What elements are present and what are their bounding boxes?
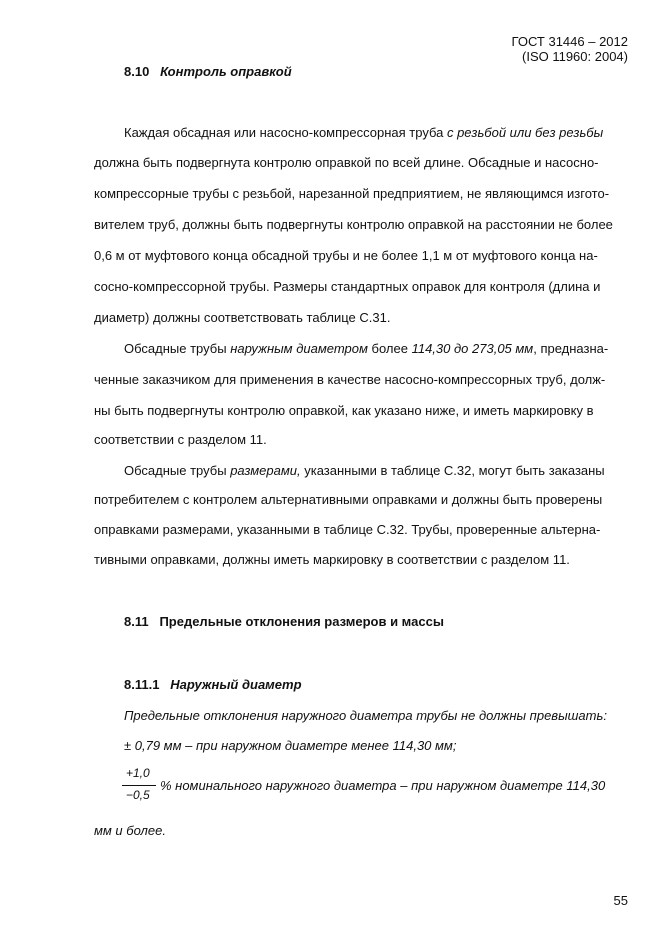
page-number: 55 <box>613 893 628 908</box>
paragraph-line <box>124 463 605 478</box>
header-standard: ГОСТ 31446 – 2012 <box>511 34 628 49</box>
italic-span: наружным диаметром <box>230 341 368 356</box>
text-span: Каждая обсадная или насосно-компрессорная труба <box>124 125 447 140</box>
paragraph-line: 0,6 м от муфтового конца обсадной трубы и не более 1,1 м от муфтового конца на- <box>94 248 598 263</box>
paragraph-line: тивными оправками, должны иметь маркировку в соответствии с разделом 11. <box>94 552 570 567</box>
list-item: % номинального наружного диаметра – при наружном диаметре 114,30 <box>160 778 606 793</box>
paragraph-line: Предельные отклонения наружного диаметра трубы не должны превышать: <box>124 708 607 723</box>
section-8-11-heading <box>124 614 444 629</box>
paragraph-line: оправками размерами, указанными в таблице С.32. Трубы, проверенные альтерна- <box>94 522 601 537</box>
tolerance-fraction <box>120 766 158 806</box>
section-8-10-heading <box>124 64 292 79</box>
header-iso: (ISO 11960: 2004) <box>522 49 628 64</box>
text-span: , предназна- <box>533 341 609 356</box>
section-title: Контроль оправкой <box>160 64 292 79</box>
fraction-bar <box>122 785 156 786</box>
paragraph-line <box>124 125 603 140</box>
text-span: Обсадные трубы <box>124 463 231 478</box>
section-number: 8.11.1 <box>124 677 160 692</box>
text-span: указанными в таблице С.32, могут быть заказаны <box>300 463 605 478</box>
fraction-numerator: +1,0 <box>126 766 150 780</box>
paragraph-line: ны быть подвергнуты контролю оправкой, как указано ниже, и иметь маркировку в <box>94 403 594 418</box>
italic-span: размерами, <box>230 463 301 478</box>
text-span: Обсадные трубы <box>124 341 231 356</box>
paragraph-line: диаметр) должны соответствовать таблице С.31. <box>94 310 391 325</box>
italic-span: с резьбой или без резьбы <box>446 125 604 140</box>
section-number: 8.10 <box>124 64 150 79</box>
section-8-11-1-heading <box>124 677 302 692</box>
section-number: 8.11 <box>124 614 149 629</box>
paragraph-line: мм и более. <box>94 823 166 838</box>
paragraph-line: потребителем с контролем альтернативными оправками и должны быть проверены <box>94 492 603 507</box>
fraction-denominator: −0,5 <box>126 788 150 802</box>
paragraph-line: ченные заказчиком для применения в качестве насосно-компрессорных труб, долж- <box>94 372 606 387</box>
italic-span: 114,30 до 273,05 мм <box>411 341 534 356</box>
paragraph-line: соответствии с разделом 11. <box>94 432 267 447</box>
section-title: Наружный диаметр <box>170 677 302 692</box>
list-item: ± 0,79 мм – при наружном диаметре менее 114,30 мм; <box>124 738 457 753</box>
paragraph-line: должна быть подвергнута контролю оправкой по всей длине. Обсадные и насосно- <box>94 155 599 170</box>
paragraph-line: компрессорные трубы с резьбой, нарезанной предприятием, не являющимся изгото- <box>94 186 610 201</box>
paragraph-line: вителем труб, должны быть подвергнуты контролю оправкой на расстоянии не более <box>94 217 613 232</box>
text-span: более <box>367 341 412 356</box>
paragraph-line: сосно-компрессорной трубы. Размеры стандартных оправок для контроля (длина и <box>94 279 601 294</box>
paragraph-line <box>124 341 608 356</box>
section-title: Предельные отклонения размеров и массы <box>159 614 444 629</box>
